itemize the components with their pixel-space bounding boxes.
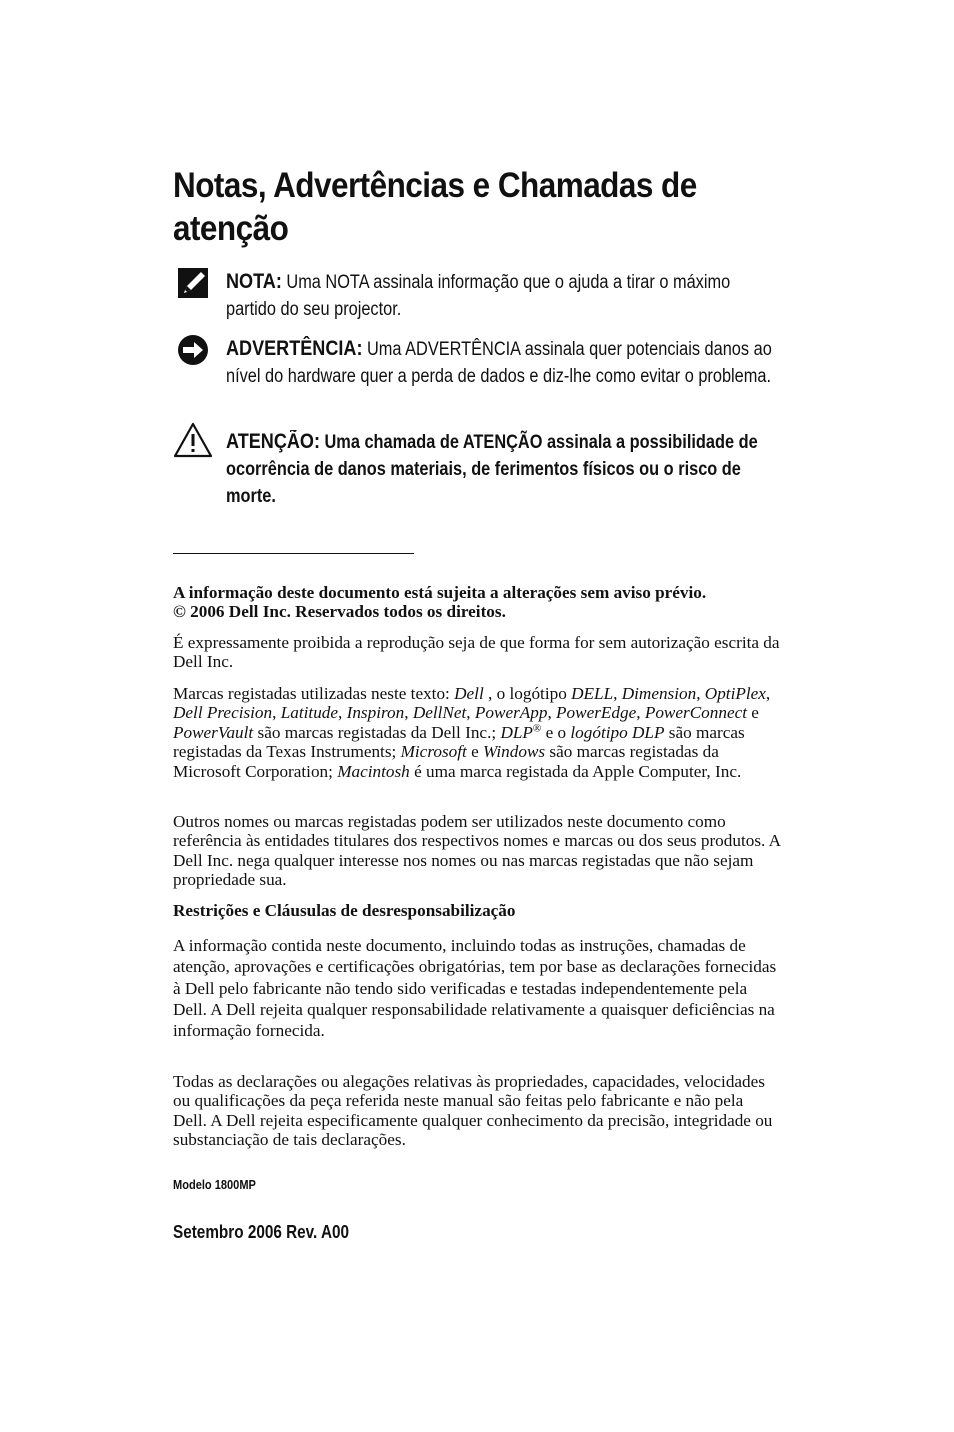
trademark-poweredge: PowerEdge	[556, 703, 637, 723]
declarations-paragraph: Todas as declarações ou alegações relativas às propriedades, capacidades, velocidades ou qualificações da peça referida neste manual são feitas pelo fabricante e não pela Dell. A Dell rejeita especificamente qualquer conhecimento da precisão, integridade ou substanciação de tais declarações.	[173, 1072, 773, 1150]
note-label: NOTA:	[226, 270, 282, 293]
trademark-dlp-logo: logótipo DLP	[570, 722, 665, 742]
trademark-powerapp: PowerApp	[474, 703, 548, 723]
separator-rule	[173, 553, 414, 554]
change-notice-line: A informação deste documento está sujeita a alterações sem aviso prévio.	[173, 583, 707, 602]
trademark-dimension: Dimension	[621, 684, 697, 703]
trademark-dlp: DLP	[500, 722, 533, 742]
warning-arrow-icon	[173, 333, 211, 365]
restrictions-paragraph: A informação contida neste documento, incluindo todas as instruções, chamadas de atenção, aprovações e certificações obrigatórias, tem por base as declarações fornecidas à Dell pelo fabricante não tendo sido verificadas e testadas independentemente pela Dell. A Dell rejeita qualquer responsabilidade relativamente a quaisquer deficiências na informação fornecida.	[173, 936, 777, 1041]
other-marks-paragraph: Outros nomes ou marcas registadas podem ser utilizados neste documento como referência às entidades titulares dos respectivos nomes e marcas ou dos seus produtos. A Dell Inc. nega qualquer interesse nos nomes ou nas marcas registadas que não sejam propriedade sua.	[173, 812, 781, 890]
trademark-inspiron: Inspiron	[346, 703, 405, 723]
trademark-powervault: PowerVault	[173, 722, 254, 742]
caution-text: Uma chamada de ATENÇÃO assinala a possibilidade de ocorrência de danos materiais, de ferimentos físicos ou o risco de morte.	[226, 432, 758, 507]
caution-label: ATENÇÃO:	[226, 430, 320, 453]
restrictions-heading: Restrições e Cláusulas de desresponsabilização	[173, 901, 516, 920]
trademark-powerconnect: PowerConnect	[644, 703, 747, 723]
caution-triangle-icon	[172, 422, 214, 458]
copyright-line: © 2006 Dell Inc. Reservados todos os direitos.	[173, 602, 506, 622]
page-title: Notas, Advertências e Chamadas de atenção	[173, 166, 697, 248]
date-revision: Setembro 2006 Rev. A00	[173, 1222, 350, 1242]
trademark-microsoft: Microsoft	[400, 742, 467, 762]
note-text: Uma NOTA assinala informação que o ajuda a tirar o máximo partido do seu projector.	[226, 272, 731, 320]
warning-label: ADVERTÊNCIA:	[226, 337, 363, 360]
trademark-optiplex: OptiPlex	[704, 684, 766, 703]
trademark-dell-precision: Dell Precision	[173, 703, 273, 723]
warning-text: Uma ADVERTÊNCIA assinala quer potenciais danos ao nível do hardware quer a perda de dados e diz-lhe como evitar o problema.	[226, 339, 772, 387]
trademark-macintosh: Macintosh	[337, 761, 410, 781]
reproduction-notice: É expressamente proibida a reprodução seja de que forma for sem autorização escrita da Dell Inc.	[173, 633, 780, 672]
trademark-dell: Dell	[454, 684, 484, 703]
change-notice	[173, 583, 781, 622]
pencil-note-icon	[173, 266, 211, 298]
trademarks-paragraph: Marcas registadas utilizadas neste texto: Dell , o logótipo DELL, Dimension, OptiPlex, Dell Precision, Latitude, Inspiron, DellNet, PowerApp, PowerEdge, PowerConnect e PowerVault são marcas registadas da Dell Inc.; DLP® e o logótipo DLP são marcas registadas da Texas Instruments; Microsoft e Windows são marcas registadas da Microsoft Corporation; Macintosh é uma marca registada da Apple Computer, Inc.	[173, 684, 771, 781]
trademark-windows: Windows	[483, 742, 546, 762]
model-number: Modelo 1800MP	[173, 1177, 256, 1192]
trademark-latitude: Latitude	[280, 703, 339, 723]
trademark-dell-logo: DELL	[571, 684, 614, 703]
trademark-dellnet: DellNet	[412, 703, 467, 723]
